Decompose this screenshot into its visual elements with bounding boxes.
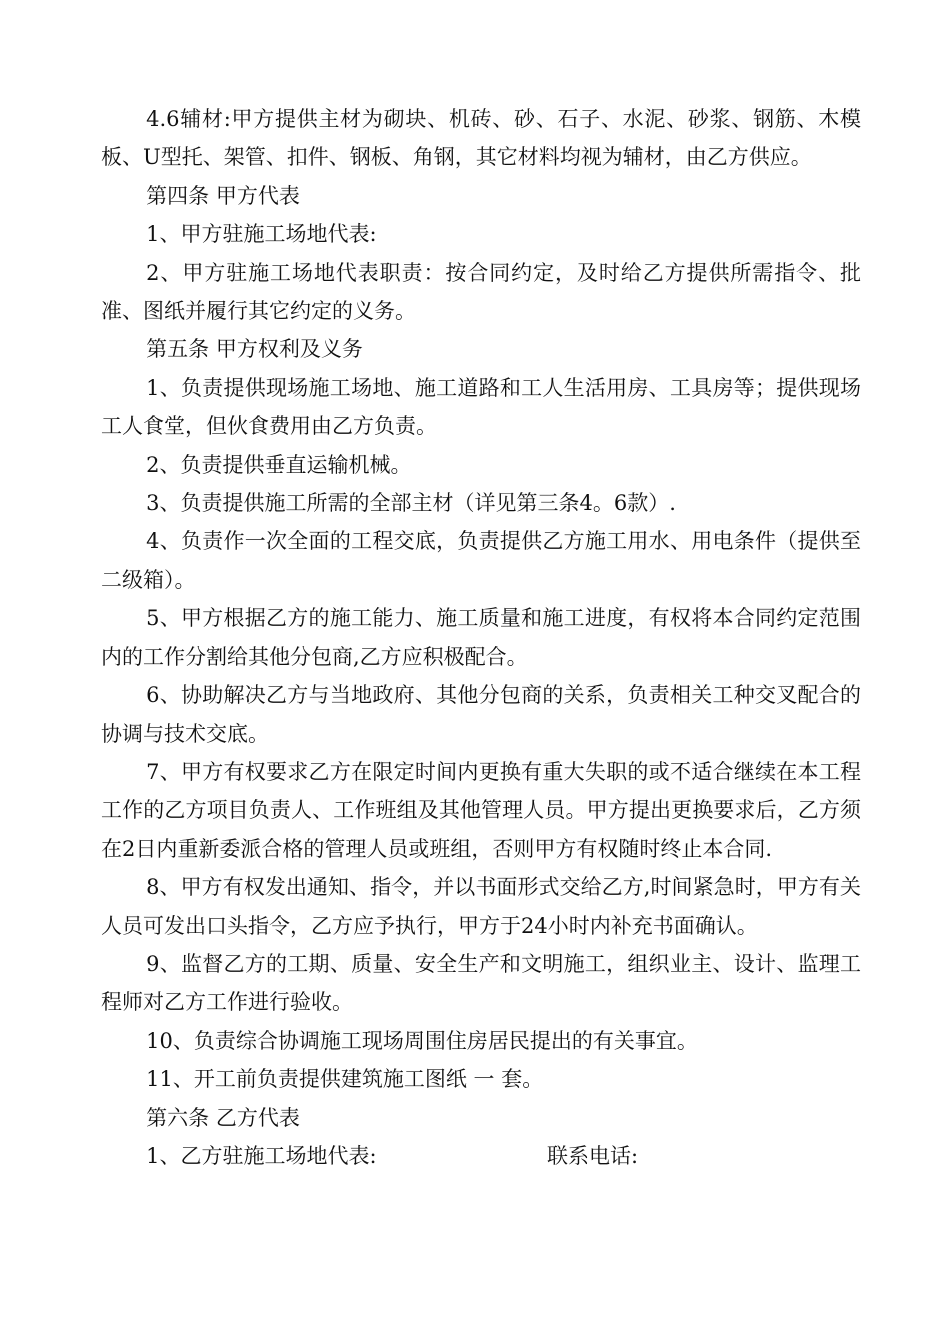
article-6-item-1 (101, 1137, 861, 1175)
article-5-item-10: 10、负责综合协调施工现场周围住房居民提出的有关事宜。 (146, 1028, 698, 1053)
article-4-item-1: 1、甲方驻施工场地代表: (146, 222, 377, 247)
article-5-item-2: 2、负责提供垂直运输机械。 (146, 452, 412, 477)
article-6-heading: 第六条 乙方代表 (146, 1105, 300, 1130)
article-5-item-1: 1、负责提供现场施工场地、施工道路和工人生活用房、工具房等；提供现场工人食堂，但伙食费用由乙方负责。 (101, 375, 861, 439)
article-5-item-3: 3、负责提供施工所需的全部主材（详见第三条4。6款）. (146, 491, 676, 516)
article-5-item-9: 9、监督乙方的工期、质量、安全生产和文明施工，组织业主、设计、监理工程师对乙方工作进行验收。 (101, 951, 861, 1015)
contract-body (101, 100, 861, 1175)
article-5-item-6: 6、协助解决乙方与当地政府、其他分包商的关系，负责相关工种交叉配合的协调与技术交底。 (101, 683, 861, 746)
article-4-item-2: 2、甲方驻施工场地代表职责：按合同约定，及时给乙方提供所需指令、批准、图纸并履行其它约定的义务。 (101, 260, 861, 324)
clause-4-6-auxiliary-materials: 4.6辅材:甲方提供主材为砌块、机砖、砂、石子、水泥、砂浆、钢筋、木模板、U型托、架管、扣件、钢板、角钢，其它材料均视为辅材，由乙方供应。 (101, 107, 861, 170)
article-5-item-7: 7、甲方有权要求乙方在限定时间内更换有重大失职的或不适合继续在本工程工作的乙方项目负责人、工作班组及其他管理人员。甲方提出更换要求后，乙方须在2日内重新委派合格的管理人员或班组，否则甲方有权随时终止本合同. (101, 759, 861, 861)
article-5-item-4: 4、负责作一次全面的工程交底，负责提供乙方施工用水、用电条件（提供至二级箱）。 (101, 529, 861, 592)
contact-phone-label: 联系电话: (547, 1143, 639, 1168)
contractor-rep-label: 1、乙方驻施工场地代表: (146, 1143, 377, 1168)
article-5-heading: 第五条 甲方权利及义务 (146, 337, 363, 362)
article-5-item-11: 11、开工前负责提供建筑施工图纸 一 套。 (146, 1067, 544, 1092)
article-5-item-5: 5、甲方根据乙方的施工能力、施工质量和施工进度，有权将本合同约定范围内的工作分割给其他分包商,乙方应积极配合。 (101, 606, 861, 669)
article-5-item-8: 8、甲方有权发出通知、指令，并以书面形式交给乙方,时间紧急时，甲方有关人员可发出口头指令，乙方应予执行，甲方于24小时内补充书面确认。 (101, 875, 861, 938)
article-4-heading: 第四条 甲方代表 (146, 183, 300, 208)
